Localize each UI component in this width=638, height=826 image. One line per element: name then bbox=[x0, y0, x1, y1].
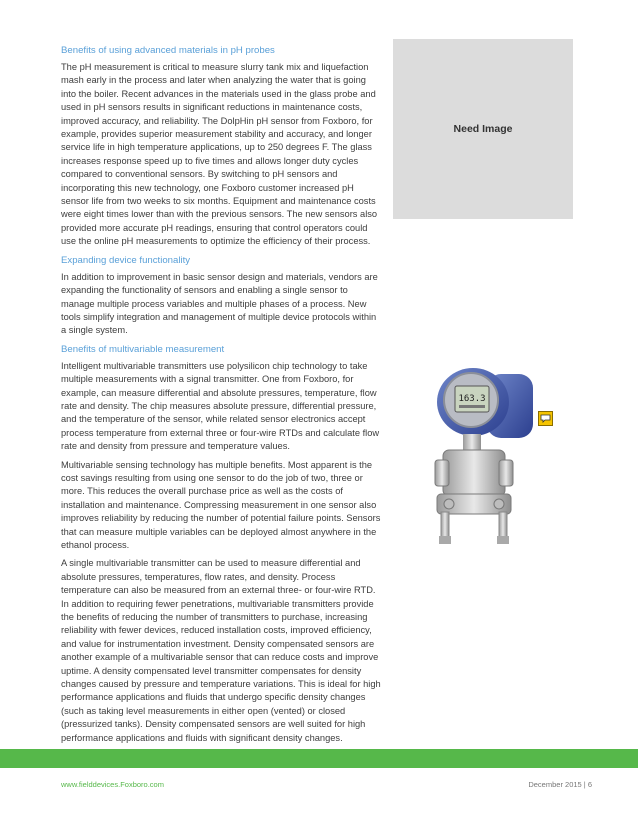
paragraph-multivariable-2: Multivariable sensing technology has multiple benefits. Most apparent is the cost savings resulting from using one sensor to do the job of two, three or more. This reduces the overall purchase price as well as the costs of installation and maintenance. Compressing measurement in one sensor also improves reliability by reducing the number of potential failure points. Sensors that can measure multiple variables can be deployed almost anywhere in the ethanol process. bbox=[61, 459, 381, 550]
main-text-column bbox=[61, 44, 383, 750]
lcd-reading: 163.3 bbox=[458, 394, 486, 404]
comment-icon[interactable] bbox=[538, 411, 553, 426]
transmitter-device-image bbox=[415, 352, 545, 552]
image-placeholder-label: Need Image bbox=[453, 123, 513, 135]
image-placeholder bbox=[393, 39, 573, 219]
section-heading-functionality: Expanding device functionality bbox=[61, 254, 191, 266]
section-heading-materials: Benefits of using advanced materials in pH probes bbox=[61, 45, 275, 56]
section-heading-multivariable: Benefits of multivariable measurement bbox=[61, 343, 225, 355]
paragraph-multivariable-1: Intelligent multivariable transmitters use polysilicon chip technology to take multiple measurements with a signal transmitter. One from Foxboro, for example, can measure differential and absolute pressures, temperature, flow rate and density. The chip measures absolute pressure, differential pressure, and the temperature of the sensor, while related sensor electronics accept process temperature from external three or four-wire RTDs and calculate flow rate and density from pressure and temperature values. bbox=[61, 360, 380, 452]
paragraph-materials: The pH measurement is critical to measure slurry tank mix and liquefaction mash early in the process and later when analyzing the water that is going into the boiler. Recent advances in the materials used in the glass probe and used in pH sensors results in significant reductions in maintenance costs, improved accuracy, and reliability. The DolpHin pH sensor from Foxboro, for example, provides superior measurement stability and accuracy, and longer service life in high temperature applications, up to 250 degrees F. The glass increases response speed up to five times and allows longer duty cycles compared to conventional sensors. By switching to pH sensors and incorporating this new technology, one Foxboro customer increased pH sensor life from two weeks to six months. Equipment and maintenance costs were eight times lower than with the previous sensors. The new sensors also provided more accurate pH readings, ensuring that control operators could use the online pH measurements to optimize the efficiency of their process. bbox=[61, 62, 378, 247]
footer-bar bbox=[0, 749, 638, 768]
paragraph-functionality: In addition to improvement in basic sensor design and materials, vendors are expanding the functionality of sensors and enabling a single sensor to manage multiple process variables and multiple phases of a process. New tools simplify integration and management of multiple device protocols within a single system. bbox=[61, 271, 378, 336]
footer-url-link[interactable]: www.fielddevices.Foxboro.com bbox=[61, 780, 164, 789]
paragraph-multivariable-3: A single multivariable transmitter can be used to measure differential and absolute pressures, temperatures, flow rates, and density. Process temperature can also be measured from an external three- or four-wire RTD. In addition to requiring fewer penetrations, multivariable transmitters provide the benefits of reducing the number of transmitters to purchase, increasing reliability with fewer devices, reduced installation costs, improved efficiency, and value for instrumentation investment. Density compensated sensors are another example of a multivariable sensor that can reduce costs and improve uptime. A density compensated level transmitter compensates for density changes caused by pressure and temperature variations. This is ideal for high performance applications and fluids that undergo specific density changes (such as taking level measurements in either open (vented) or closed (pressurized tanks). Density compensated sensors are well suited for high performance applications and fluids with significant density changes. bbox=[61, 558, 381, 743]
footer-page-info: December 2015 | 6 bbox=[528, 780, 592, 789]
